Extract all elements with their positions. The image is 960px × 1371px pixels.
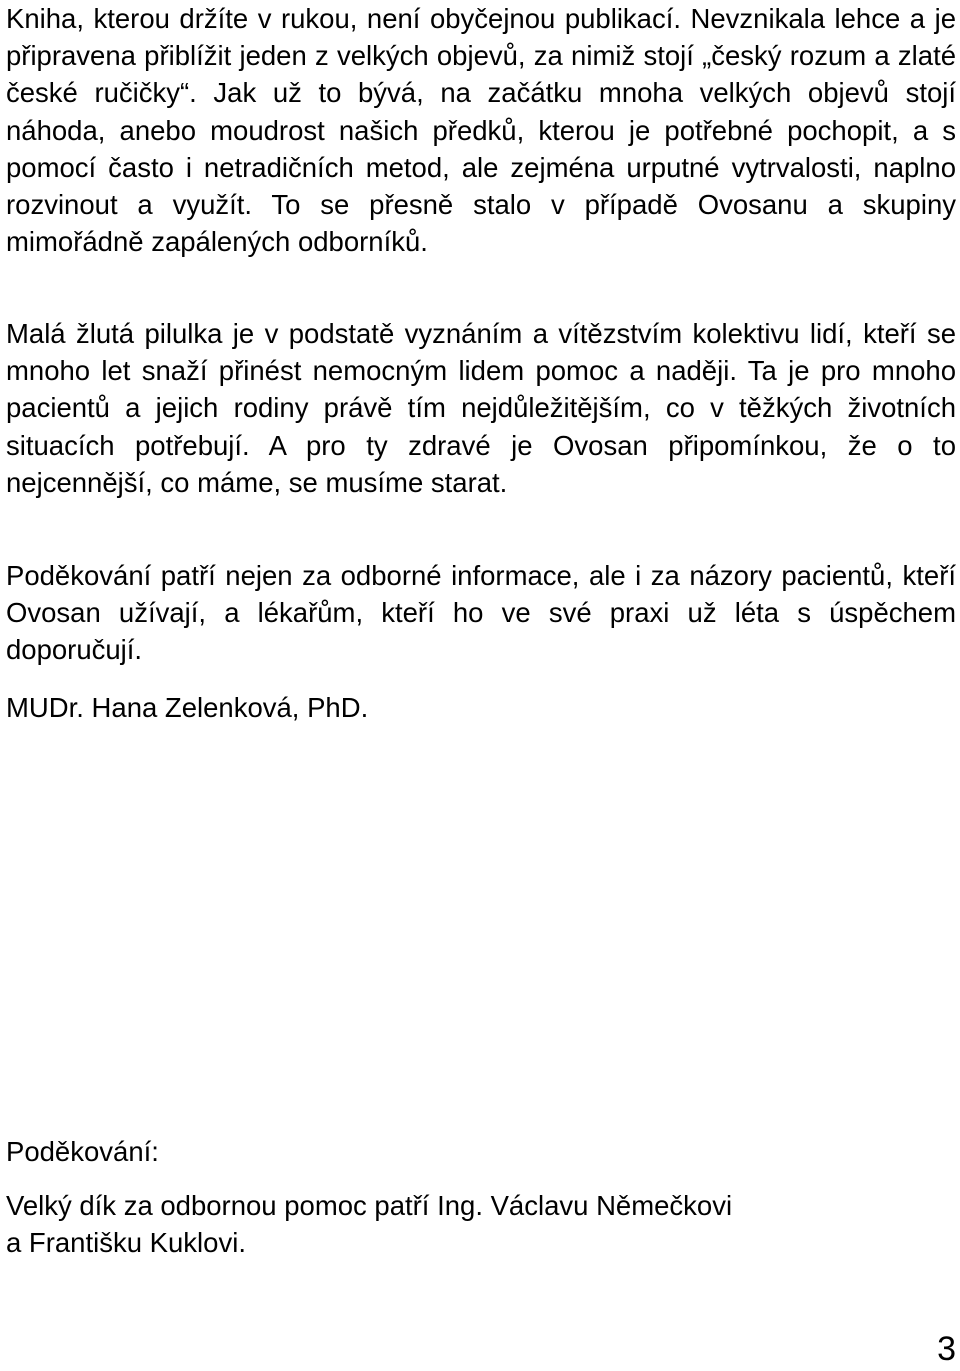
thanks-line-2: a Františku Kuklovi. [6,1227,246,1259]
author-signature: MUDr. Hana Zelenková, PhD. [6,692,369,723]
acknowledgement-paragraph: Poděkování patří nejen za odborné informace, ale i za názory pacientů, kteří Ovosan užívají, a lékařům, kteří ho ve své praxi už léta s úspěchem doporučují. [6,560,956,666]
thanks-line-1: Velký dík za odbornou pomoc patří Ing. Václavu Němečkovi [6,1190,733,1221]
pill-paragraph: Malá žlutá pilulka je v podstatě vyznáním a vítězstvím kolektivu lidí, kteří se mnoho let snaží přinést nemocným lidem pomoc a naději. Ta je pro mnoho pacientů a jejich rodiny právě tím nejdůležitějším, co v těžkých životních situacích potřebují. A pro ty zdravé je Ovosan připomínkou, že o to nejcennější, co máme, se musíme starat. [6,318,956,498]
intro-paragraph: Kniha, kterou držíte v rukou, není obyčejnou publikací. Nevznikala lehce a je připravena přiblížit jeden z velkých objevů, za nimiž stojí „český rozum a zlaté české ručičky“. Jak už to bývá, na začátku mnoha velkých objevů stojí náhoda, anebo moudrost našich předků, kterou je potřebné pochopit, a s pomocí často i netradičních metod, ale zejména urputné vytrvalosti, naplno rozvinout a využít. To se přesně stalo v případě Ovosanu a skupiny mimořádně zapálených odborníků. [6,3,956,258]
thanks-heading: Poděkování: [6,1136,159,1167]
thanks-body [6,1187,886,1261]
page-number: 3 [937,1330,956,1368]
